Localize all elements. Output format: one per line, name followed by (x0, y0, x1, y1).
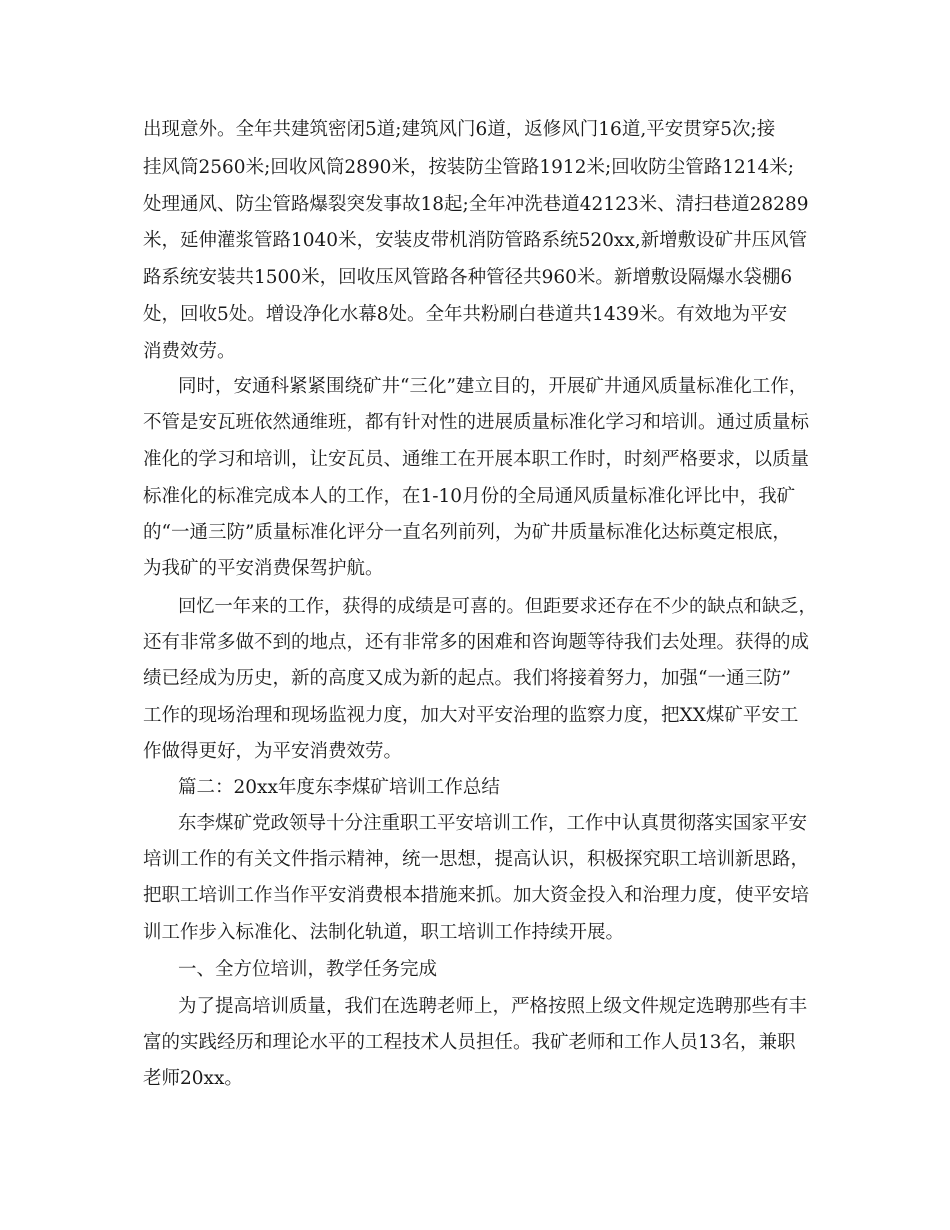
text-line: 处理通风、防尘管路爆裂突发事故18起;全年冲洗巷道42123米、清扫巷道28289 (143, 194, 809, 215)
text-line: 准化的学习和培训，让安瓦员、通维工在开展本职工作时，时刻严格要求，以质量 (143, 449, 810, 470)
text-line: 训工作步入标准化、法制化轨道，职工培训工作持续开展。 (143, 922, 625, 943)
text-line: 同时，安通科紧紧围绕矿井“三化”建立目的，开展矿井通风质量标准化工作， (178, 376, 808, 397)
text-line: 的“一通三防”质量标准化评分一直名列前列，为矿井质量标准化达标奠定根底， (143, 522, 791, 543)
text-line: 回忆一年来的工作，获得的成绩是可喜的。但距要求还存在不少的缺点和缺乏， (178, 596, 817, 617)
text-line: 标准化的标准完成本人的工作，在1-10月份的全局通风质量标准化评比中，我矿 (143, 486, 796, 507)
text-line: 出现意外。全年共建筑密闭5道;建筑风门6道，返修风门16道,平安贯穿5次;接 (143, 119, 776, 140)
text-line: 路系统安装共1500米，回收压风管路各种管径共960米。新增敷设隔爆水袋棚6 (143, 267, 793, 288)
text-line: 老师20xx。 (143, 1068, 243, 1089)
text-line: 绩已经成为历史，新的高度又成为新的起点。我们将接着努力，加强“一通三防” (143, 668, 791, 689)
text-line: 不管是安瓦班依然通维班，都有针对性的进展质量标准化学习和培训。通过质量标 (143, 412, 810, 433)
text-line: 把职工培训工作当作平安消费根本措施来抓。加大资金投入和治理力度，使平安培 (143, 885, 810, 906)
text-line: 米，延伸灌浆管路1040米，安装皮带机消防管路系统520xx,新增敷设矿井压风管 (143, 230, 808, 251)
text-line: 工作的现场治理和现场监视力度，加大对平安治理的监察力度，把XX煤矿平安工 (143, 705, 799, 726)
section-heading: 篇二：20xx年度东李煤矿培训工作总结 (178, 777, 500, 798)
text-line: 东李煤矿党政领导十分注重职工平安培训工作，工作中认真贯彻落实国家平安 (178, 813, 808, 834)
text-line: 培训工作的有关文件指示精神，统一思想，提高认识，积极探究职工培训新思路， (143, 849, 810, 870)
text-line: 作做得更好，为平安消费效劳。 (143, 741, 403, 762)
text-line: 消费效劳。 (143, 341, 236, 362)
text-line: 挂风筒2560米;回收风筒2890米，按装防尘管路1912米;回收防尘管路1214米; (143, 157, 795, 178)
text-line: 还有非常多做不到的地点，还有非常多的困难和咨询题等待我们去处理。获得的成 (143, 632, 810, 653)
text-line: 处，回收5处。增设净化水幕8处。全年共粉刷白巷道共1439米。有效地为平安 (143, 304, 788, 325)
text-line: 为我矿的平安消费保驾护航。 (143, 558, 384, 579)
text-line: 富的实践经历和理论水平的工程技术人员担任。我矿老师和工作人员13名，兼职 (143, 1032, 796, 1053)
text-line: 为了提高培训质量，我们在选聘老师上，严格按照上级文件规定选聘那些有丰 (178, 996, 808, 1017)
subsection-heading: 一、全方位培训，教学任务完成 (178, 959, 438, 980)
